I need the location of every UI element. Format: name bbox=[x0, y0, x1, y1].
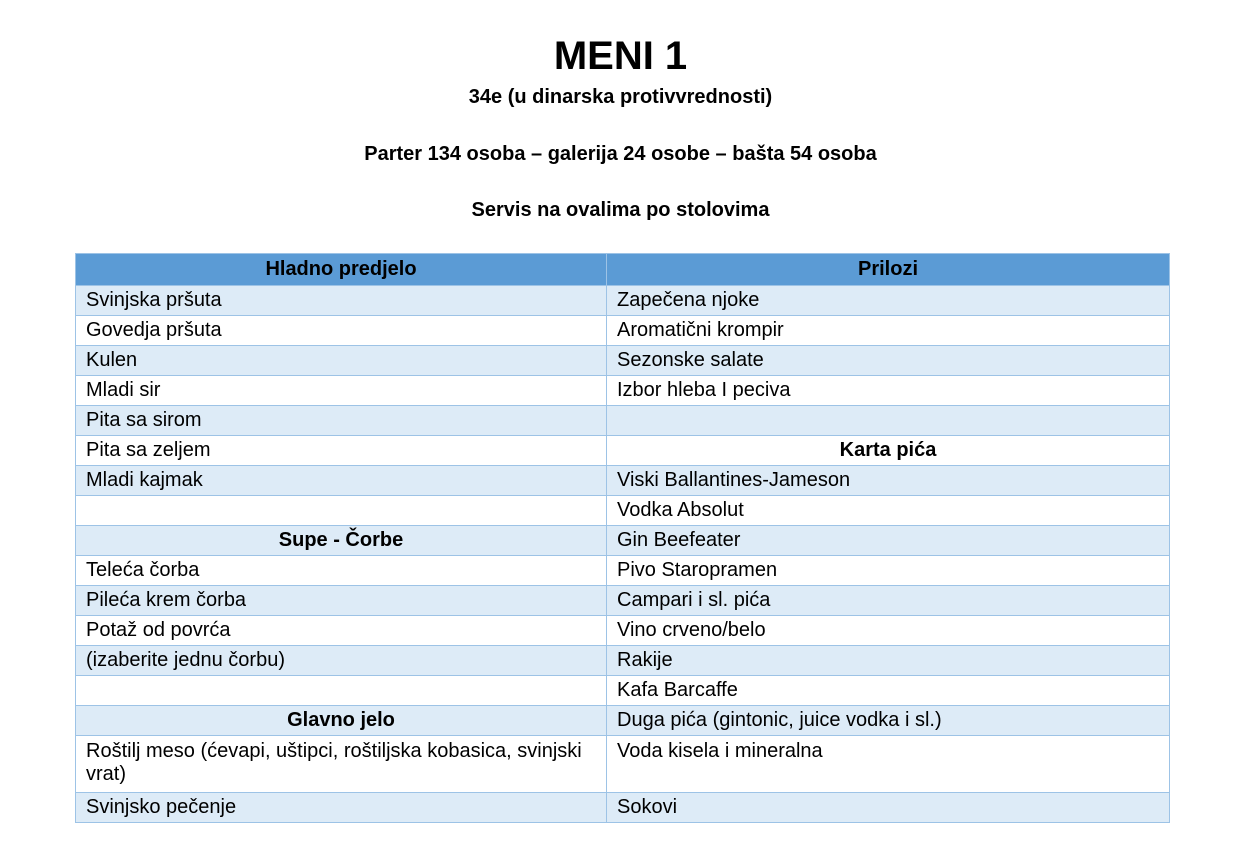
table-cell: Voda kisela i mineralna bbox=[607, 736, 1170, 793]
table-row bbox=[76, 736, 1170, 793]
table-cell: Izbor hleba I peciva bbox=[607, 376, 1170, 406]
section-header-glavno-jelo: Glavno jelo bbox=[76, 706, 607, 736]
menu-title: MENI 1 bbox=[553, 34, 688, 78]
table-cell: Kulen bbox=[76, 346, 607, 376]
table-row bbox=[76, 376, 1170, 406]
menu-price: 34e (u dinarska protivvrednosti) bbox=[468, 86, 773, 108]
table-row bbox=[76, 346, 1170, 376]
section-header-karta-pica: Karta pića bbox=[607, 436, 1170, 466]
table-cell bbox=[607, 406, 1170, 436]
table-cell: Zapečena njoke bbox=[607, 286, 1170, 316]
table-row bbox=[76, 436, 1170, 466]
service-note: Servis na ovalima po stolovima bbox=[471, 199, 770, 221]
table-cell: Govedja pršuta bbox=[76, 316, 607, 346]
table-cell: Svinjsko pečenje bbox=[76, 793, 607, 823]
table-row bbox=[76, 793, 1170, 823]
table-row bbox=[76, 556, 1170, 586]
table-cell: Vino crveno/belo bbox=[607, 616, 1170, 646]
table-cell: Kafa Barcaffe bbox=[607, 676, 1170, 706]
table-cell: Viski Ballantines-Jameson bbox=[607, 466, 1170, 496]
table-header-row bbox=[76, 254, 1170, 286]
table-cell: Teleća čorba bbox=[76, 556, 607, 586]
table-row bbox=[76, 316, 1170, 346]
table-cell: Campari i sl. pića bbox=[607, 586, 1170, 616]
header-hladno-predjelo: Hladno predjelo bbox=[76, 254, 607, 286]
table-row bbox=[76, 586, 1170, 616]
table-cell: Pita sa sirom bbox=[76, 406, 607, 436]
table-cell: Potaž od povrća bbox=[76, 616, 607, 646]
table-row bbox=[76, 646, 1170, 676]
venue-capacity: Parter 134 osoba – galerija 24 osobe – bašta 54 osoba bbox=[364, 143, 877, 165]
table-row bbox=[76, 706, 1170, 736]
table-cell: (izaberite jednu čorbu) bbox=[76, 646, 607, 676]
table-cell: Sokovi bbox=[607, 793, 1170, 823]
table-cell: Vodka Absolut bbox=[607, 496, 1170, 526]
table-row bbox=[76, 616, 1170, 646]
table-cell: Sezonske salate bbox=[607, 346, 1170, 376]
table-cell: Mladi kajmak bbox=[76, 466, 607, 496]
table-cell: Pivo Staropramen bbox=[607, 556, 1170, 586]
table-cell: Pita sa zeljem bbox=[76, 436, 607, 466]
table-cell: Mladi sir bbox=[76, 376, 607, 406]
table-cell bbox=[76, 496, 607, 526]
table-row bbox=[76, 406, 1170, 436]
table-cell: Svinjska pršuta bbox=[76, 286, 607, 316]
table-cell: Roštilj meso (ćevapi, uštipci, roštiljska kobasica, svinjski vrat) bbox=[76, 736, 607, 793]
section-header-supe-corbe: Supe - Čorbe bbox=[76, 526, 607, 556]
table-cell bbox=[76, 676, 607, 706]
table-row bbox=[76, 526, 1170, 556]
table-row bbox=[76, 496, 1170, 526]
table-cell: Aromatični krompir bbox=[607, 316, 1170, 346]
table-cell: Pileća krem čorba bbox=[76, 586, 607, 616]
table-cell: Duga pića (gintonic, juice vodka i sl.) bbox=[607, 706, 1170, 736]
table-row bbox=[76, 466, 1170, 496]
table-row bbox=[76, 286, 1170, 316]
menu-table bbox=[75, 253, 1170, 823]
header-prilozi: Prilozi bbox=[607, 254, 1170, 286]
table-cell: Gin Beefeater bbox=[607, 526, 1170, 556]
table-cell: Rakije bbox=[607, 646, 1170, 676]
table-row bbox=[76, 676, 1170, 706]
